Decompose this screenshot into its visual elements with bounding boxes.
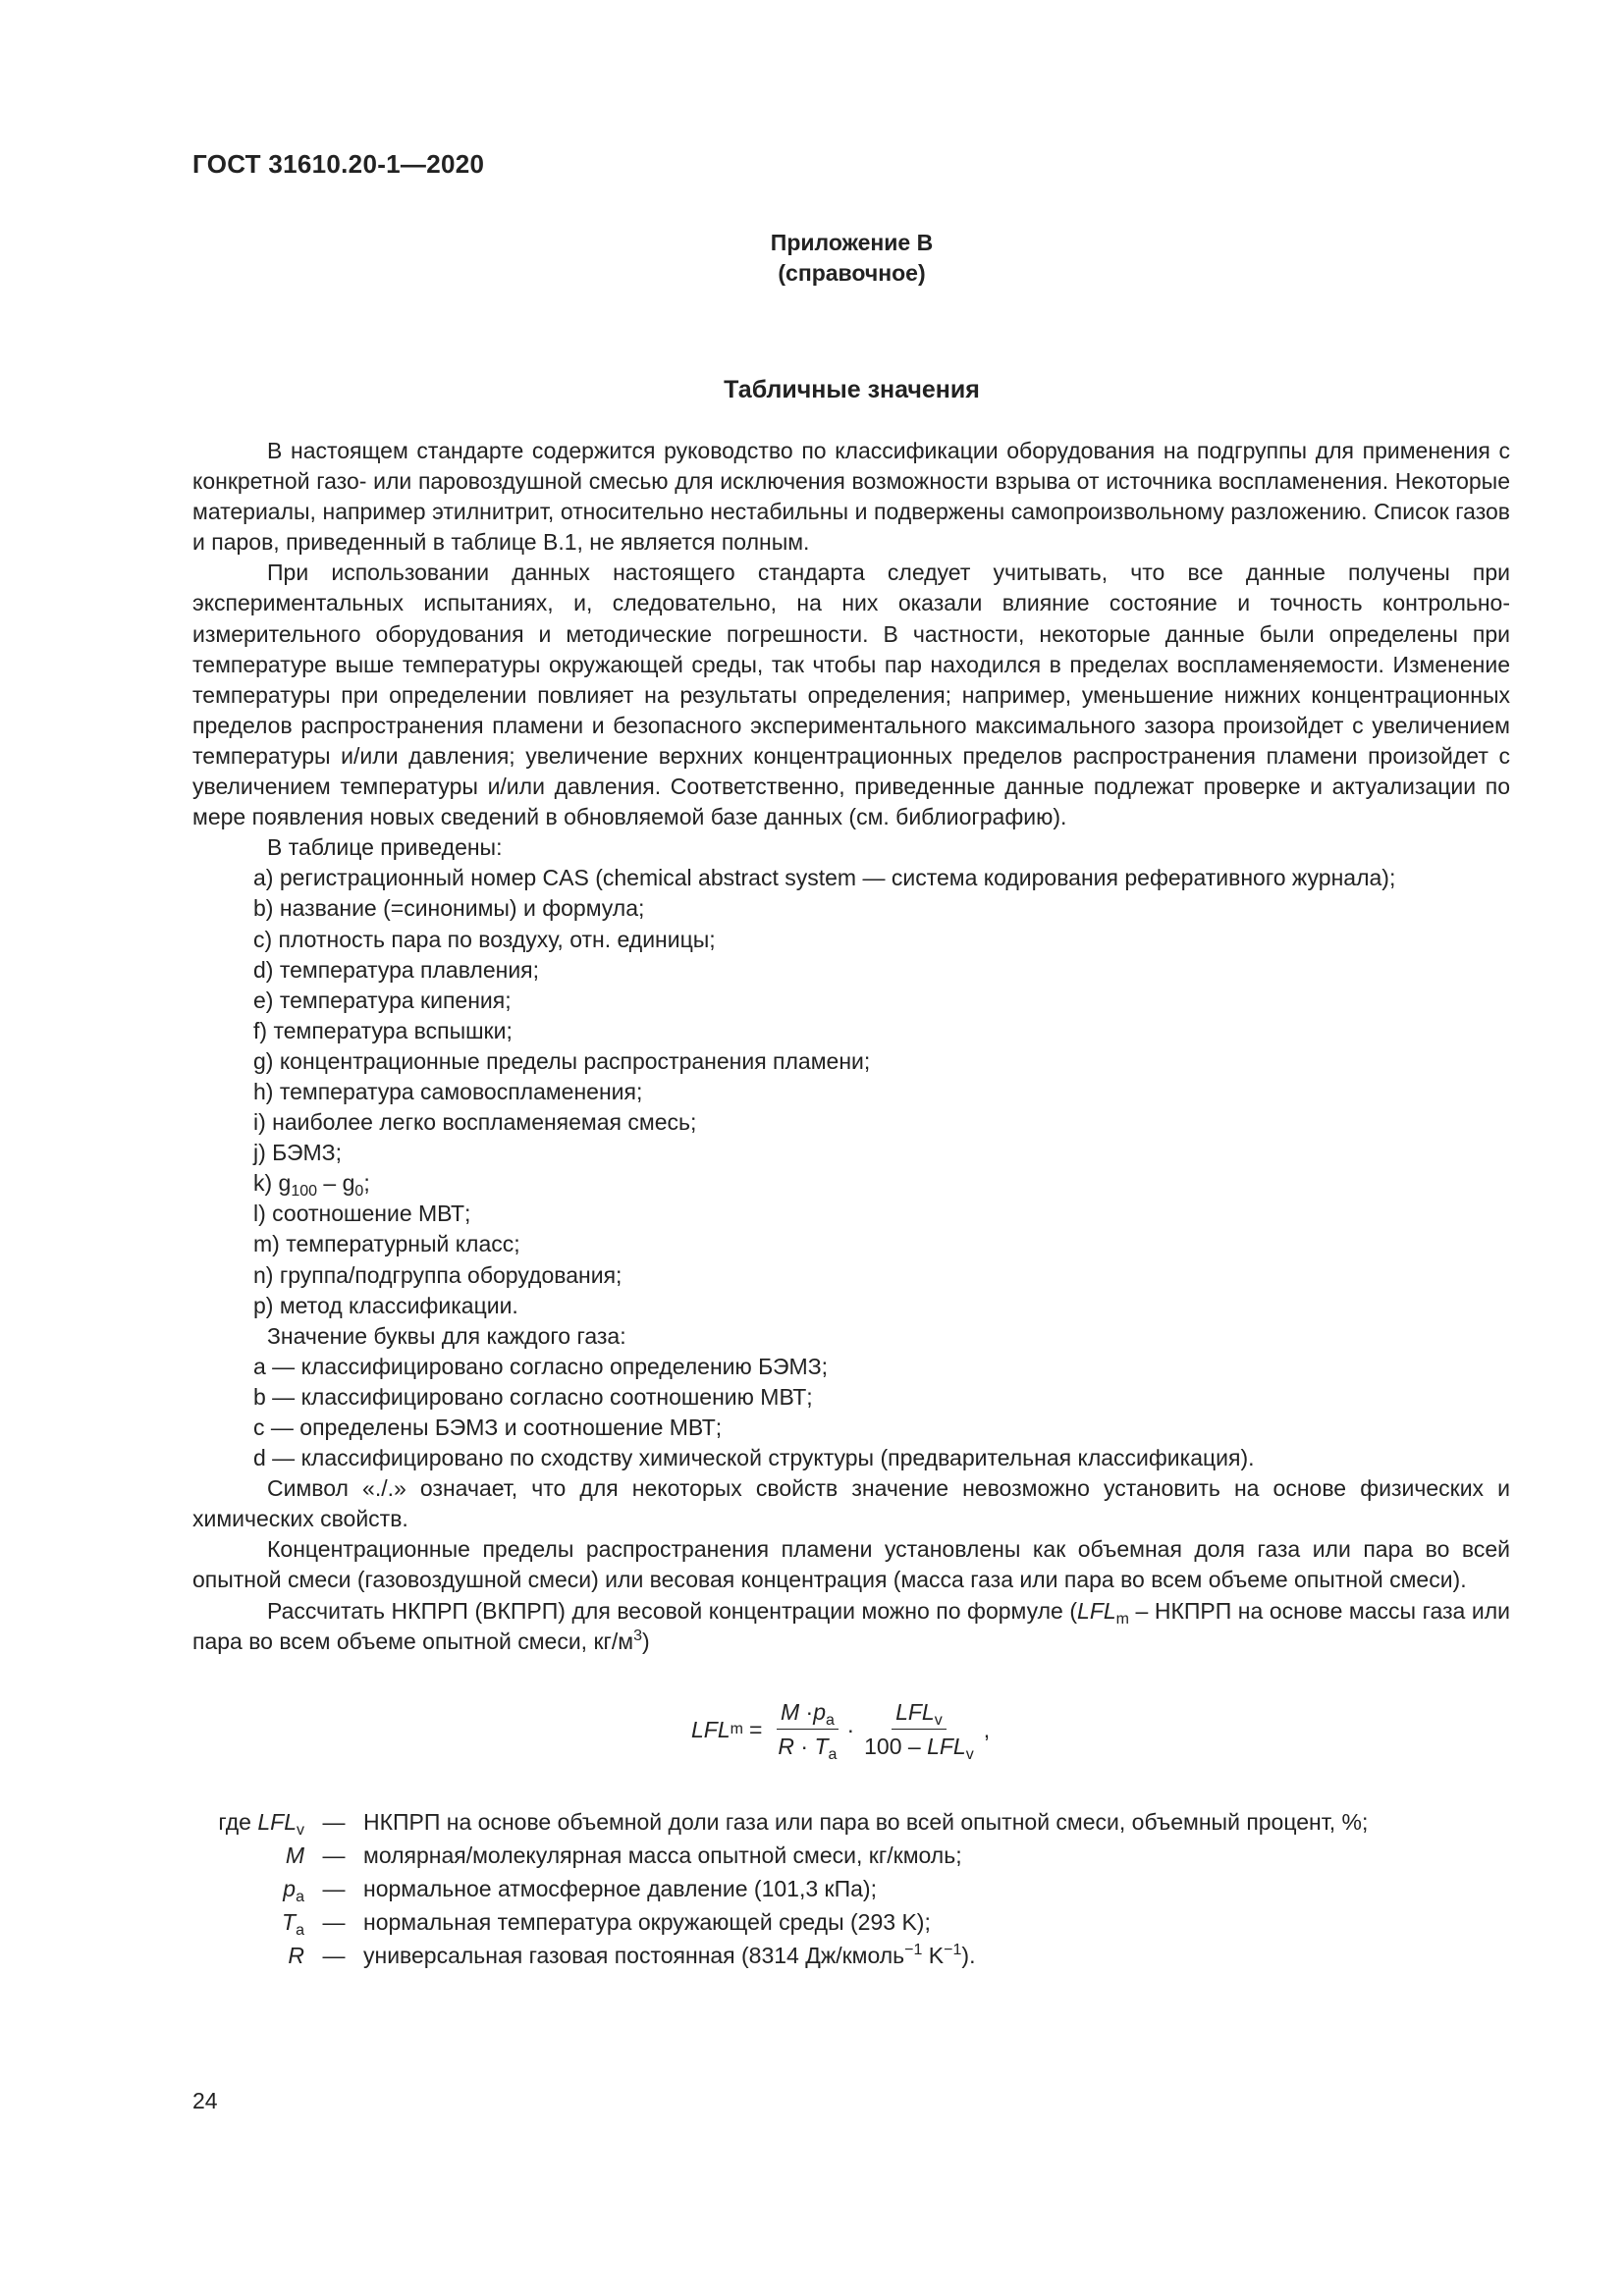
list-item-k-suffix: ; xyxy=(363,1170,370,1197)
list-item: c) плотность пара по воздуху, отн. единицы; xyxy=(253,926,716,952)
letter-item: c — определены БЭМЗ и соотношение МВТ; xyxy=(253,1415,723,1440)
paragraph-symbol-note: Символ «./.» означает, что для некоторых свойств значение невозможно установить на основе физических и химических свойств. xyxy=(192,1475,1510,1532)
formula-100: 100 – xyxy=(864,1734,928,1759)
calc-text-mid: – НКПРП на основе массы газа или пара во всем объеме опытной смеси, кг/м xyxy=(192,1597,1510,1654)
paragraph-intro: В настоящем стандарте содержится руководство по классификации оборудования на подгруппы для применения с конкретной газо- или паровоздушной смесью для исключения возможности взрыва от источника воспламенения. Некоторые материалы, например этилнитрит, относительно нестабильны и подвержены самопроизвольному разложению. Список газов и паров, приведенный в таблице В.1, не является полным. xyxy=(192,438,1510,556)
calc-symbol-sub: m xyxy=(1115,1610,1129,1628)
definition-symbol xyxy=(196,1805,304,1839)
definition-row xyxy=(196,1939,1368,1972)
definition-dash: — xyxy=(322,1909,346,1935)
calc-unit-sup: 3 xyxy=(633,1627,643,1644)
definition-row xyxy=(196,1905,1368,1939)
formula-dot: · xyxy=(799,1699,814,1725)
definition-row xyxy=(196,1805,1368,1839)
formula-lflv-sub: v xyxy=(934,1712,943,1729)
definition-dash: — xyxy=(322,1842,346,1868)
formula-fraction-1 xyxy=(774,1699,840,1763)
formula-dot: · xyxy=(794,1734,815,1759)
letter-list xyxy=(192,1352,1510,1473)
list-item: m) температурный класс; xyxy=(253,1231,520,1257)
list-item: p) метод классификации. xyxy=(253,1292,518,1318)
list-item-k-mid: – g xyxy=(317,1170,355,1197)
formula-lflv-sub: v xyxy=(965,1746,974,1763)
unit-sup: −1 xyxy=(904,1942,923,1958)
list-item: n) группа/подгруппа оборудования; xyxy=(253,1261,623,1288)
definition-row xyxy=(196,1839,1368,1872)
definitions-list xyxy=(196,1805,1368,1972)
appendix-title: Приложение В xyxy=(770,230,934,255)
paragraph-table-contains: В таблице приведены: xyxy=(267,834,503,861)
paragraph-usage: При использовании данных настоящего стандарта следует учитывать, что все данные получены при экспериментальных испытаниях, и, следовательно, на них оказали влияние состояние и точность контрольно-измерительного оборудования и методические погрешности. В частности, некоторые данные были определены при температуре выше температуры окружающей среды, так чтобы пар находился в пределах воспламеняемости. Изменение температуры при определении повлияет на результаты определения; например, уменьшение нижних концентрационных пределов распространения пламени и безопасного экспериментального максимального зазора произойдет с увеличением температуры и/или давления; увеличение верхних концентрационных пределов распространения пламени произойдет с увеличением температуры и/или давления. Соответственно, приведенные данные подлежат проверке и актуализации по мере появления новых сведений в обновляемой базе данных (см. библиографию). xyxy=(192,560,1510,830)
list-item: l) соотношение МВТ; xyxy=(253,1201,471,1227)
appendix-heading xyxy=(0,228,1624,289)
list-item-k xyxy=(192,1168,1510,1199)
list-item: f) температура вспышки; xyxy=(253,1017,513,1043)
section-title: Табличные значения xyxy=(724,376,980,403)
definition-row xyxy=(196,1872,1368,1905)
calc-symbol: LFL xyxy=(1077,1597,1116,1624)
formula-lhs: LFL xyxy=(691,1716,731,1742)
property-list xyxy=(192,863,1510,1320)
definition-text-end: ). xyxy=(961,1943,976,1968)
definition-symbol xyxy=(196,1872,304,1905)
calc-text-end: ) xyxy=(642,1628,650,1654)
paragraph-letters-intro: Значение буквы для каждого газа: xyxy=(267,1322,626,1349)
letter-item: d — классифицировано по сходству химической структуры (предварительная классификация). xyxy=(253,1445,1255,1471)
definition-symbol xyxy=(196,1939,304,1972)
formula-T: T xyxy=(814,1734,829,1759)
definition-text-mid: K xyxy=(922,1943,945,1968)
definition-dash: — xyxy=(322,1809,346,1835)
letter-item: b — классифицировано согласно соотношению МВТ; xyxy=(253,1383,813,1410)
formula-M: M xyxy=(780,1699,800,1725)
definition-dash: — xyxy=(322,1943,346,1968)
paragraph-calc xyxy=(192,1596,1510,1657)
fraction-1-numerator xyxy=(777,1699,839,1730)
definition-text: НКПРП на основе объемной доли газа или пара во всей опытной смеси, объемный процент, %; xyxy=(363,1809,1369,1835)
list-item: j) БЭМЗ; xyxy=(253,1140,342,1166)
list-item: e) температура кипения; xyxy=(253,987,512,1013)
symbol-sub: a xyxy=(296,1922,304,1939)
definition-text: нормальное атмосферное давление (101,3 кПа); xyxy=(363,1876,877,1901)
formula-mult: · xyxy=(846,1716,855,1742)
symbol-sub: v xyxy=(297,1822,304,1839)
definition-prefix: где xyxy=(218,1809,258,1835)
formula-p-sub: a xyxy=(825,1712,835,1729)
fraction-1-denominator xyxy=(774,1730,840,1763)
formula-R: R xyxy=(778,1734,795,1759)
list-item-k-sub1: 100 xyxy=(291,1183,318,1201)
symbol-p: p xyxy=(283,1876,297,1901)
formula-T-sub: a xyxy=(828,1746,838,1763)
lfl-formula: LFL m = $\frac{M \cdot p_a}{R \cdot T_a}$ · $\frac{LFL_v}{100 - LFL_v}$ , xyxy=(691,1699,991,1763)
list-item: i) наиболее легко воспламеняемая смесь; xyxy=(253,1109,697,1136)
definition-text xyxy=(363,1939,975,1972)
list-item: h) температура самовоспламенения; xyxy=(253,1078,643,1104)
fraction-2-numerator xyxy=(892,1699,947,1730)
definition-text: нормальная температура окружающей среды (293 K); xyxy=(363,1909,931,1935)
symbol-sub: a xyxy=(296,1889,304,1905)
definition-text: молярная/молекулярная масса опытной смеси, кг/кмоль; xyxy=(363,1842,962,1868)
fraction-2-denominator xyxy=(860,1730,978,1763)
list-item: d) температура плавления; xyxy=(253,956,540,983)
list-item: g) концентрационные пределы распространения пламени; xyxy=(253,1047,871,1074)
symbol-lflv: LFL xyxy=(257,1809,297,1835)
document-body xyxy=(192,436,1510,1657)
calc-text-start: Рассчитать НКПРП (ВКПРП) для весовой концентрации можно по формуле ( xyxy=(267,1597,1078,1624)
document-header: ГОСТ 31610.20-1—2020 xyxy=(192,149,485,179)
page-number: 24 xyxy=(192,2088,218,2113)
definition-dash: — xyxy=(322,1876,346,1901)
symbol-M: M xyxy=(285,1842,304,1868)
list-item-k-sub2: 0 xyxy=(354,1183,364,1201)
list-item: a) регистрационный номер CAS (chemical abstract system — система кодирования реферативного журнала); xyxy=(253,865,1396,891)
symbol-T: T xyxy=(282,1909,297,1935)
formula-equals: = xyxy=(748,1716,763,1742)
definition-symbol xyxy=(196,1839,304,1872)
formula-p: p xyxy=(813,1699,826,1725)
formula-lflv: LFL xyxy=(927,1734,966,1759)
letter-item: a — классифицировано согласно определению БЭМЗ; xyxy=(253,1353,828,1379)
formula-fraction-2 xyxy=(860,1699,978,1763)
definition-symbol xyxy=(196,1905,304,1939)
unit-sup: −1 xyxy=(944,1942,962,1958)
list-item-k-prefix: k) g xyxy=(253,1170,292,1197)
appendix-subtitle: (справочное) xyxy=(778,260,926,286)
list-item: b) название (=синонимы) и формула; xyxy=(253,895,645,922)
formula-tail: , xyxy=(983,1716,991,1742)
symbol-R: R xyxy=(288,1943,304,1968)
definition-text-main: универсальная газовая постоянная (8314 Дж/кмоль xyxy=(363,1943,905,1968)
formula-lflv: LFL xyxy=(895,1699,935,1725)
paragraph-limits: Концентрационные пределы распространения пламени установлены как объемная доля газа или пара во всей опытной смеси (газовоздушной смеси) или весовая концентрация (масса газа или пара во всем объеме опытной смеси). xyxy=(192,1536,1510,1593)
